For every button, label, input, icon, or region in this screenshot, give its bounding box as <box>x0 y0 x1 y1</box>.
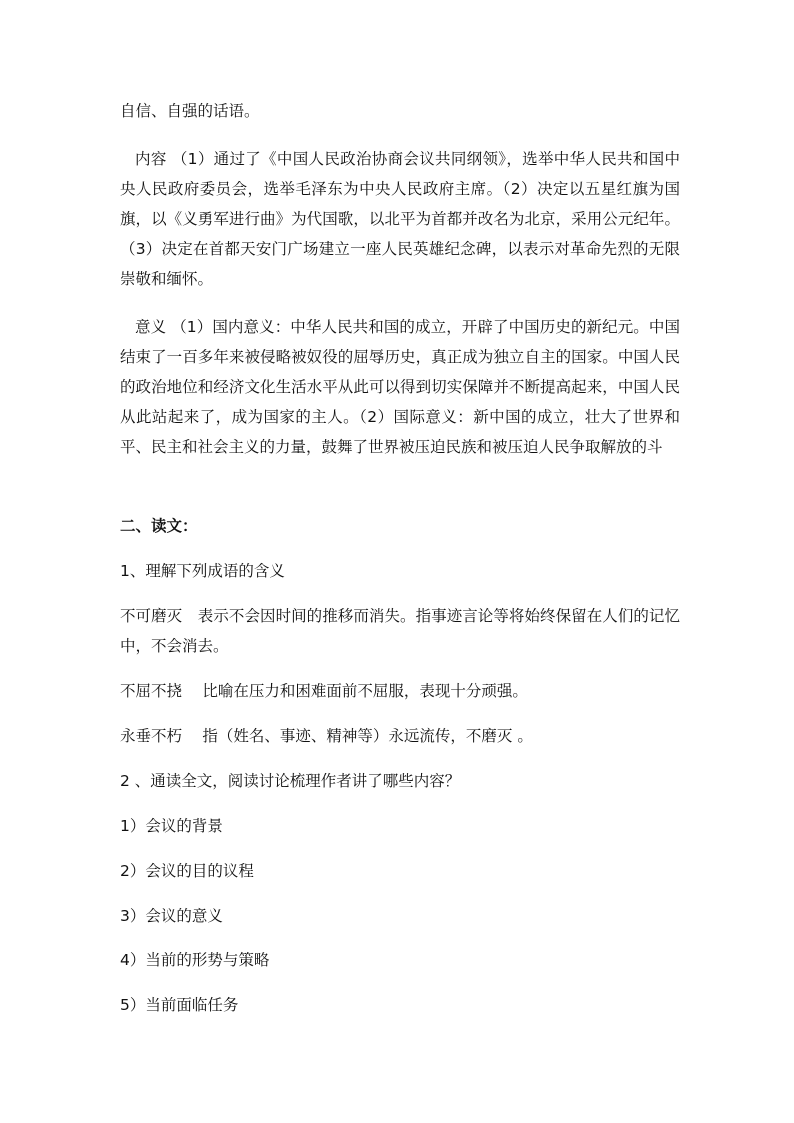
content-list-item: 5）当前面临任务 <box>120 996 239 1014</box>
content-list-item: 3）会议的意义 <box>120 907 223 925</box>
content-list-item: 2）会议的目的议程 <box>120 862 254 880</box>
idiom-item: 不可磨灭 表示不会因时间的推移而消失。指事迹言论等将始终保留在人们的记忆中，不会消去。 <box>120 607 680 655</box>
content-list-item: 1）会议的背景 <box>120 817 223 835</box>
idiom-item: 永垂不朽 指（姓名、事迹、精神等）永远流传，不磨灭 。 <box>120 727 533 745</box>
subsection-idioms-title: 1、理解下列成语的含义 <box>120 562 285 580</box>
idiom-item: 不屈不挠 比喻在压力和困难面前不屈服，表现十分顽强。 <box>120 682 528 700</box>
section-heading: 二、读文： <box>120 517 198 535</box>
paragraph-intro: 自信、自强的话语。 <box>120 102 260 120</box>
paragraph-significance: 意义 （1）国内意义：中华人民共和国的成立，开辟了中国历史的新纪元。中国结束了一百多年来被侵略被奴役的屈辱历史，真正成为独立自主的国家。中国人民的政治地位和经济文化生活水平从此可以得到切实保障并不断提高起来，中国人民从此站起来了，成为国家的主人。（2）国际意义：新中国的成立，壮大了世界和平、民主和社会主义的力量，鼓舞了世界被压迫民族和被压迫人民争取解放的斗 <box>120 318 680 456</box>
subsection-reading-title: 2 、通读全文，阅读讨论梳理作者讲了哪些内容？ <box>120 772 461 790</box>
content-list-item: 4）当前的形势与策略 <box>120 951 270 969</box>
paragraph-content: 内容 （1）通过了《中国人民政治协商会议共同纲领》，选举中华人民共和国中央人民政府委员会，选举毛泽东为中央人民政府主席。（2）决定以五星红旗为国旗，以《义勇军进行曲》为代国歌，以北平为首都并改名为北京，采用公元纪年。（3）决定在首都天安门广场建立一座人民英雄纪念碑，以表示对革命先烈的无限崇敬和缅怀。 <box>120 150 680 288</box>
